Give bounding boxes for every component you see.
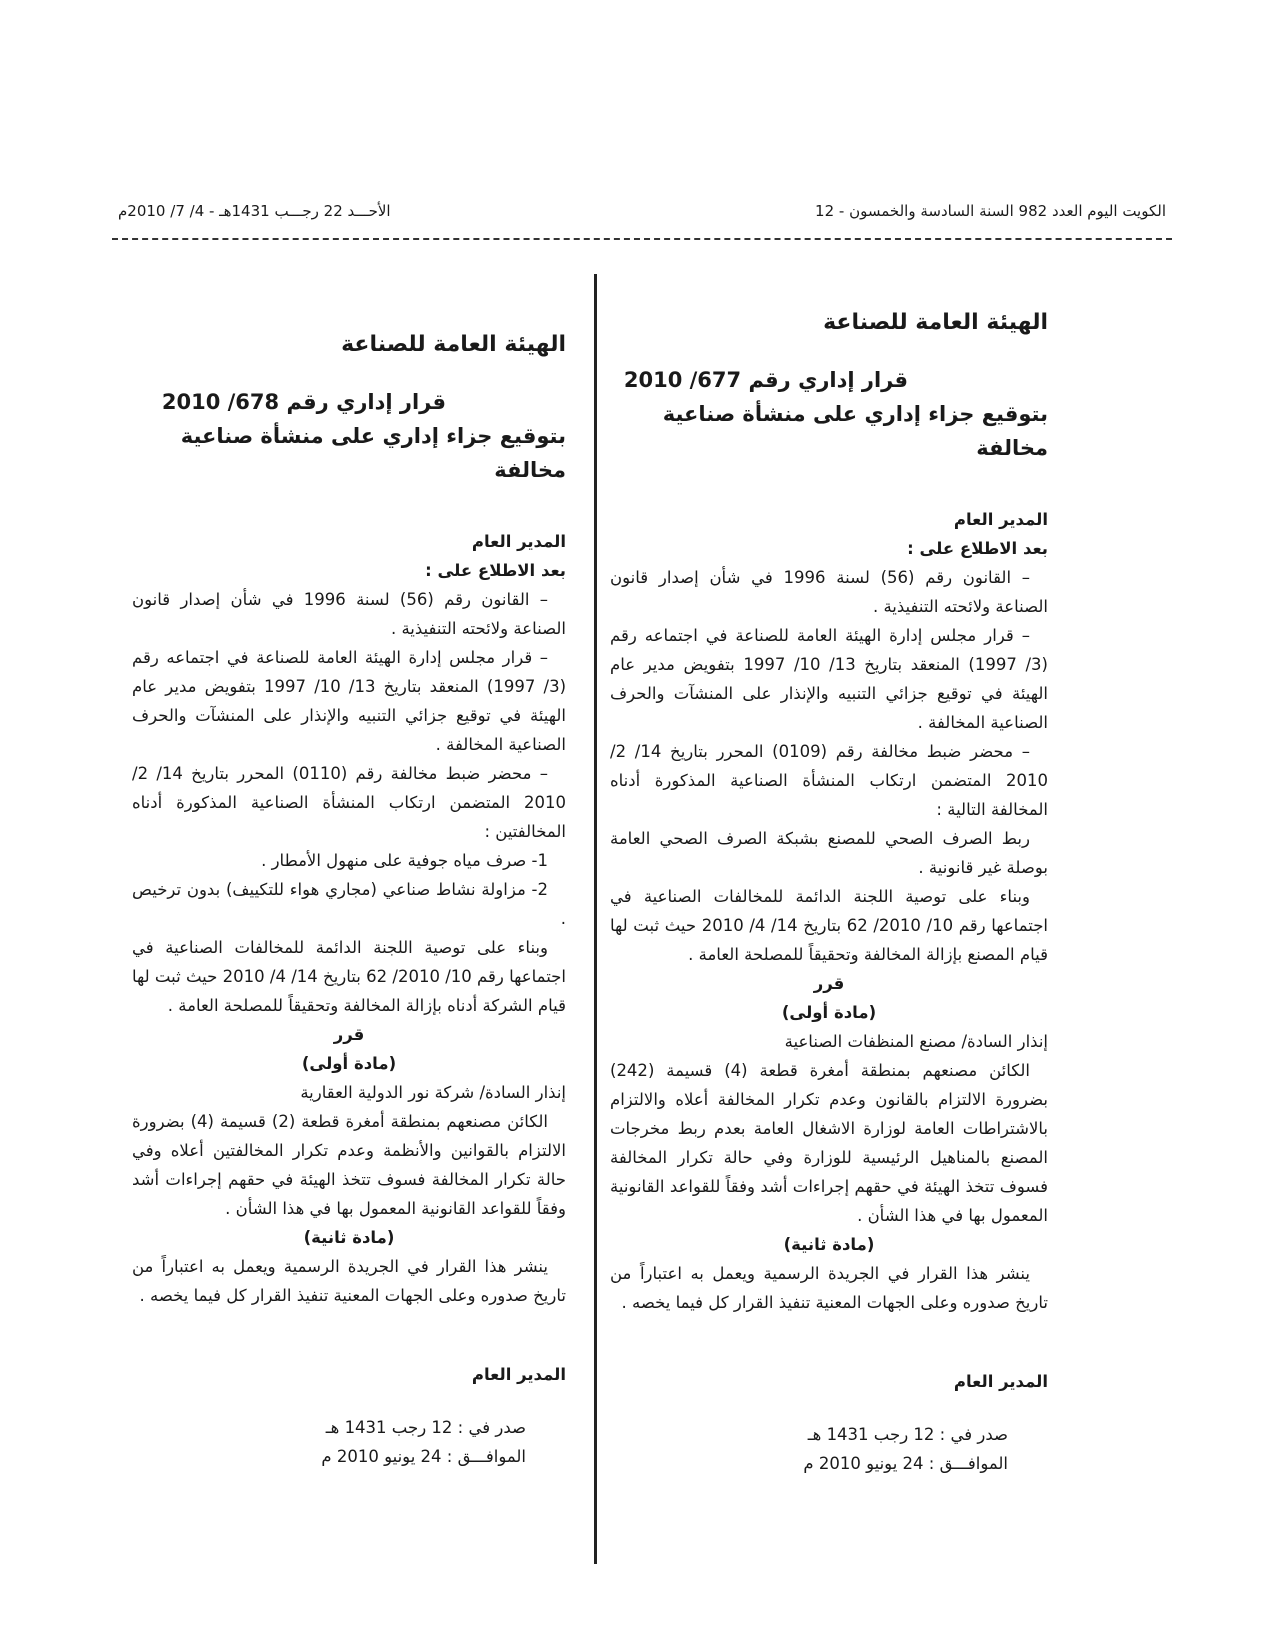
header-divider [112,238,1172,240]
article-one-heading: (مادة أولى) [301,1054,397,1073]
law-reference: – القانون رقم (56) لسنة 1996 في شأن إصدار قانون الصناعة ولائحته التنفيذية . [132,590,566,638]
issue-date-block [610,1420,1048,1478]
decision-subtitle: بتوقيع جزاء إداري على منشأة صناعية مخالفة [180,424,566,482]
violation-record: – محضر ضبط مخالفة رقم (0110) المحرر بتاريخ 14/ 2/ 2010 المتضمن ارتكاب المنشأة الصناعية المذكورة أدناه المخالفتين : [132,764,566,841]
signature-title: المدير العام [471,1365,566,1384]
violation-record: – محضر ضبط مخالفة رقم (0109) المحرر بتاريخ 14/ 2/ 2010 المتضمن ارتكاب المنشأة الصناعية المذكورة أدناه المخالفة التالية : [610,742,1048,819]
authority-heading: الهيئة العامة للصناعة [823,310,1048,335]
violation-item-1: 1- صرف مياه جوفية على منهول الأمطار . [261,851,548,870]
violation-item: ربط الصرف الصحي للمصنع بشبكة الصرف الصحي العامة بوصلة غير قانونية . [610,829,1048,877]
column-divider [594,274,597,1564]
law-reference: – القانون رقم (56) لسنة 1996 في شأن إصدار قانون الصناعة ولائحته التنفيذية . [610,568,1048,616]
warning-recipient: إنذار السادة/ شركة نور الدولية العقارية [300,1083,566,1102]
violation-item-2: 2- مزاولة نشاط صناعي (مجاري هواء للتكييف) بدون ترخيص . [132,880,566,928]
issue-date-block [132,1413,566,1471]
board-decision-reference: – قرار مجلس إدارة الهيئة العامة للصناعة في اجتماعه رقم (3/ 1997) المنعقد بتاريخ 13/ 10/ 1997 بتفويض مدير عام الهيئة في توقيع جزائي التنبيه والإنذار على المنشآت والحرف الصناعية المخالفة . [132,648,567,754]
board-decision-reference: – قرار مجلس إدارة الهيئة العامة للصناعة في اجتماعه رقم (3/ 1997) المنعقد بتاريخ 13/ 10/ 1997 بتفويض مدير عام الهيئة في توقيع جزائي التنبيه والإنذار على المنشآت والحرف الصناعية المخالفة . [610,626,1048,732]
decision-678-column [132,330,566,1471]
issue-date-hijri: صدر في : 12 رجب 1431 هـ [807,1425,1008,1444]
article-two-heading: (مادة ثانية) [783,1235,875,1254]
committee-recommendation: وبناء على توصية اللجنة الدائمة للمخالفات الصناعية في اجتماعها رقم 10/ 2010/ 62 بتاريخ 14/ 4/ 2010 حيث ثبت لها قيام المصنع بإزالة المخالفة وتحقيقاً للمصلحة العامة . [610,887,1049,964]
decision-subtitle: بتوقيع جزاء إداري على منشأة صناعية مخالفة [662,402,1048,460]
decision-title: قرار إداري رقم 677/ 2010 [623,368,908,392]
director-line: المدير العام [953,510,1048,529]
decided-heading: قرر [333,1025,365,1044]
gazette-issue-info: الكويت اليوم العدد 982 السنة السادسة والخمسون - 12 [815,202,1166,220]
committee-recommendation: وبناء على توصية اللجنة الدائمة للمخالفات الصناعية في اجتماعها رقم 10/ 2010/ 62 بتاريخ 14/ 4/ 2010 حيث ثبت لها قيام الشركة أدناه بإزالة المخالفة وتحقيقاً للمصلحة العامة . [132,938,566,1015]
after-review-line: بعد الاطلاع على : [907,539,1048,558]
article-two-heading: (مادة ثانية) [303,1228,395,1247]
decision-677-column [610,308,1048,1478]
decided-heading: قرر [813,974,845,993]
article-one-heading: (مادة أولى) [781,1003,877,1022]
page-header [118,196,1166,236]
article-two-text: ينشر هذا القرار في الجريدة الرسمية ويعمل به اعتباراً من تاريخ صدوره وعلى الجهات المعنية تنفيذ القرار كل فيما يخصه . [610,1264,1048,1312]
after-review-line: بعد الاطلاع على : [425,561,566,580]
gazette-date: الأحـــد 22 رجـــب 1431هـ - 4/ 7/ 2010م [118,202,391,220]
article-one-text: الكائن مصنعهم بمنطقة أمغرة قطعة (4) قسيمة (242) بضرورة الالتزام بالقانون وعدم تكرار المخالفة أعلاه والالتزام بالاشتراطات العامة لوزارة الاشغال العامة بعدم ربط مخرجات المصنع بالمناهيل الرئيسية للوزارة وفي حالة تكرار المخالفة فسوف تتخذ الهيئة في حقهم إجراءات أشد وفقاً للقواعد القانونية المعمول بها في هذا الشأن . [610,1061,1048,1225]
signature-title: المدير العام [953,1372,1048,1391]
article-one-text: الكائن مصنعهم بمنطقة أمغرة قطعة (2) قسيمة (4) بضرورة الالتزام بالقوانين والأنظمة وعدم تكرار المخالفتين أعلاه وفي حالة تكرار المخالفة فسوف تتخذ الهيئة في حقهم إجراءات أشد وفقاً للقواعد القانونية المعمول بها في هذا الشأن . [132,1112,566,1218]
issue-date-gregorian: الموافـــق : 24 يونيو 2010 م [321,1447,526,1466]
authority-heading: الهيئة العامة للصناعة [341,332,566,357]
decision-title: قرار إداري رقم 678/ 2010 [161,390,446,414]
director-line: المدير العام [471,532,566,551]
warning-recipient: إنذار السادة/ مصنع المنظفات الصناعية [784,1032,1048,1051]
issue-date-gregorian: الموافـــق : 24 يونيو 2010 م [803,1454,1008,1473]
article-two-text: ينشر هذا القرار في الجريدة الرسمية ويعمل به اعتباراً من تاريخ صدوره وعلى الجهات المعنية تنفيذ القرار كل فيما يخصه . [132,1257,566,1305]
issue-date-hijri: صدر في : 12 رجب 1431 هـ [325,1418,526,1437]
